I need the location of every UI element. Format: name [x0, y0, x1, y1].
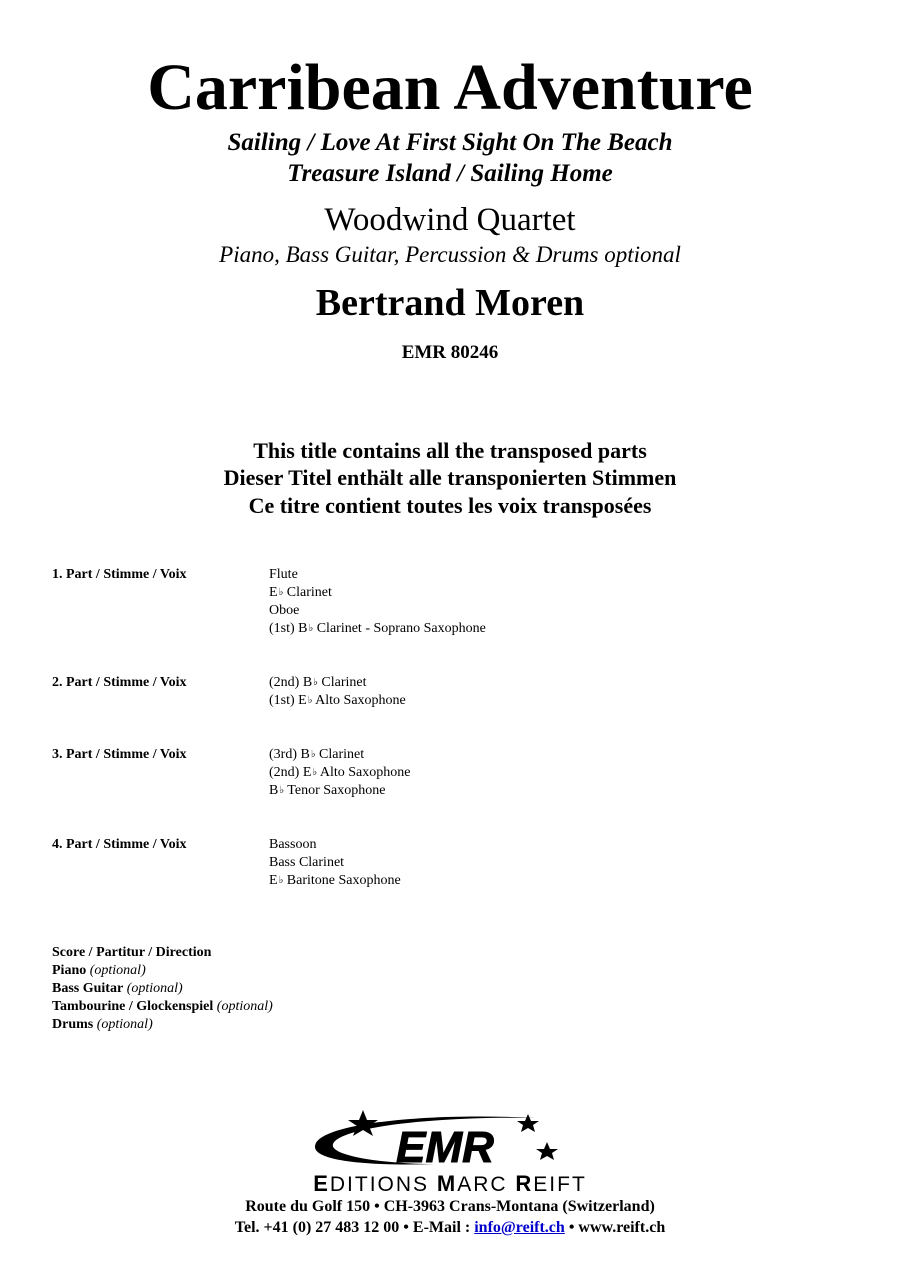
part-3-instrument: (3rd) B♭ Clarinet [269, 747, 365, 762]
part-1-label: 1. Part / Stimme / Voix [52, 567, 187, 582]
extra-drums: Drums (optional) [52, 1017, 153, 1032]
email-link[interactable]: info@reift.ch [474, 1219, 565, 1236]
ensemble: Woodwind Quartet [324, 202, 576, 238]
part-4-instrument: Bass Clarinet [269, 855, 345, 870]
publisher-name: EDITIONS MARC REIFT [313, 1171, 587, 1196]
part-2-instrument: (1st) E♭ Alto Saxophone [269, 693, 406, 708]
part-4-instrument: E♭ Baritone Saxophone [269, 873, 401, 888]
part-3-instrument: B♭ Tenor Saxophone [269, 783, 386, 798]
extra-tambourine-glockenspiel: Tambourine / Glockenspiel (optional) [52, 999, 273, 1014]
publisher-address: Route du Golf 150 • CH-3963 Crans-Montana (Switzerland) [245, 1198, 655, 1215]
phone-number: Tel. +41 (0) 27 483 12 00 • E-Mail : [234, 1219, 475, 1236]
publisher-contact [0, 1218, 900, 1238]
website: • www.reift.ch [564, 1219, 666, 1236]
part-4-label: 4. Part / Stimme / Voix [52, 837, 187, 852]
catalog-number: EMR 80246 [401, 342, 499, 363]
notice-english: This title contains all the transposed parts [253, 438, 647, 463]
part-1-instrument: (1st) B♭ Clarinet - Soprano Saxophone [269, 621, 486, 636]
notice-german: Dieser Titel enthält alle transponierten Stimmen [223, 465, 677, 490]
part-1-instrument: Flute [269, 567, 298, 582]
score-title: Carribean Adventure [147, 51, 753, 124]
notice-french: Ce titre contient toutes les voix transposées [248, 493, 652, 518]
subtitle-line-2: Treasure Island / Sailing Home [287, 160, 613, 187]
part-1-instrument: Oboe [269, 603, 300, 618]
part-1-instrument: E♭ Clarinet [269, 585, 332, 600]
extra-score: Score / Partitur / Direction [52, 945, 212, 960]
emr-logo-text: EMR [396, 1123, 494, 1172]
part-2-instrument: (2nd) B♭ Clarinet [269, 675, 367, 690]
composer: Bertrand Moren [315, 282, 585, 324]
optional-instruments: Piano, Bass Guitar, Percussion & Drums optional [219, 242, 681, 267]
subtitle-line-1: Sailing / Love At First Sight On The Beach [227, 129, 673, 156]
part-3-instrument: (2nd) E♭ Alto Saxophone [269, 765, 411, 780]
extra-piano: Piano (optional) [52, 963, 146, 978]
part-2-label: 2. Part / Stimme / Voix [52, 675, 187, 690]
part-4-instrument: Bassoon [269, 837, 317, 852]
part-3-label: 3. Part / Stimme / Voix [52, 747, 187, 762]
extra-bass-guitar: Bass Guitar (optional) [52, 981, 183, 996]
